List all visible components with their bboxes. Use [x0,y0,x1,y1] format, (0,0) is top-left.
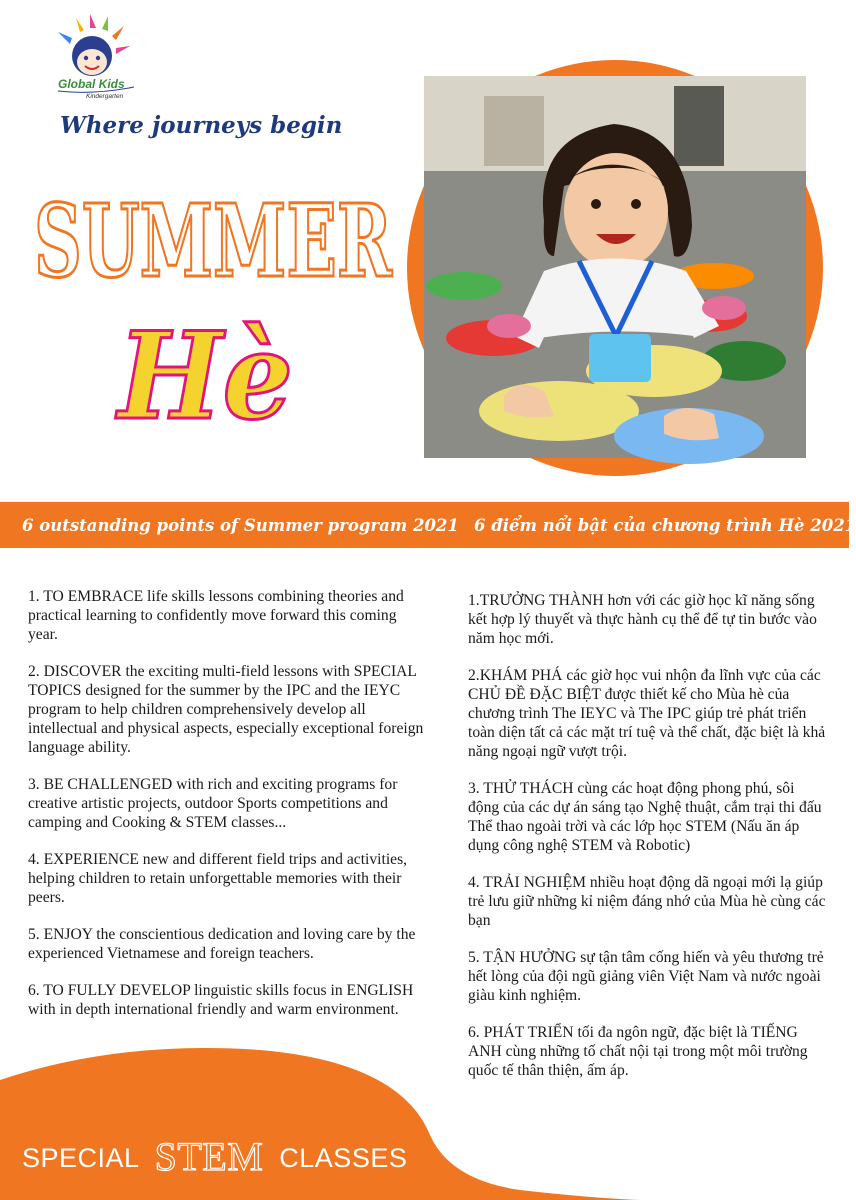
point-en-2: 2. DISCOVER the exciting multi-field lessons with SPECIAL TOPICS designed for the summer by the IPC and the IEYC program to help children comprehensively develop all intellectual and physical aspects, especially exceptional foreign language ability. [28,663,424,756]
points-heading-en: 6 outstanding points of Summer program 2021 [22,516,459,535]
points-header-band [0,502,856,548]
tagline: Where journeys begin [60,112,343,139]
points-list-vi [468,591,828,1098]
point-vi-6: 6. PHÁT TRIỂN tối đa ngôn ngữ, đặc biệt là TIẾNG ANH cùng những tố chất nội tại trong một môi trường quốc tế thân thiện, ấm áp. [468,1024,808,1079]
point-en-4: 4. EXPERIENCE new and different field trips and activities, helping children to retain unforgettable memories with their peers. [28,851,408,906]
point-en-1: 1. TO EMBRACE life skills lessons combining theories and practical learning to confidently move forward this coming year. [28,588,404,643]
point-en-6: 6. TO FULLY DEVELOP linguistic skills focus in ENGLISH with in depth international friendly and warm environment. [28,982,414,1018]
child-photo [424,76,806,458]
point-vi-1: 1.TRƯỞNG THÀNH hơn với các giờ học kĩ năng sống kết hợp lý thuyết và thực hành cụ thể để tự tin bước vào năm học mới. [468,592,817,647]
he-title-text: Hè [115,306,293,447]
footer-banner [22,1130,407,1177]
points-list-en [28,587,428,1037]
points-heading-vi: 6 điểm nổi bật của chương trình Hè 2021 [474,516,856,535]
footer-classes: CLASSES [279,1143,408,1173]
svg-text:Global Kids: Global Kids [58,77,125,91]
child-playing-icon [424,76,806,458]
global-kids-logo [50,14,140,104]
svg-text:Kindergarten: Kindergarten [86,93,124,100]
point-vi-2: 2.KHÁM PHÁ các giờ học vui nhộn đa lĩnh vực của các CHỦ ĐỀ ĐẶC BIỆT được thiết kế cho Mùa hè của chương trình The IEYC và The IPC giúp trẻ phát triển toàn diện tất cả các mặt trí tuệ và thể chất, đặc biệt là khả năng ngoại ngữ vượt trội. [468,667,826,760]
summer-title [28,180,408,300]
point-en-5: 5. ENJOY the conscientious dedication and loving care by the experienced Vietnamese and foreign teachers. [28,926,416,962]
footer-special: SPECIAL [22,1143,139,1173]
summer-title-text: SUMMER [34,182,393,300]
point-vi-3: 3. THỬ THÁCH cùng các hoạt động phong phú, sôi động của các dự án sáng tạo Nghệ thuật, cắm trại thi đấu Thể thao ngoài trời và các lớp học STEM (Nấu ăn áp dụng công nghệ STEM và Robotic) [468,780,822,854]
footer-stem: STEM [154,1134,264,1179]
point-vi-4: 4. TRẢI NGHIỆM nhiều hoạt động dã ngoại mới lạ giúp trẻ lưu giữ những kỉ niệm đáng nhớ của Mùa hè cùng các bạn [468,874,826,929]
point-vi-5: 5. TẬN HƯỞNG sự tận tâm cống hiến và yêu thương trẻ hết lòng của đội ngũ giảng viên Việt Nam và nước ngoài giàu kinh nghiệm. [468,949,824,1004]
point-en-3: 3. BE CHALLENGED with rich and exciting programs for creative artistic projects, outdoor Sports competitions and camping and Cooking & STEM classes... [28,776,398,831]
he-title [110,300,310,450]
